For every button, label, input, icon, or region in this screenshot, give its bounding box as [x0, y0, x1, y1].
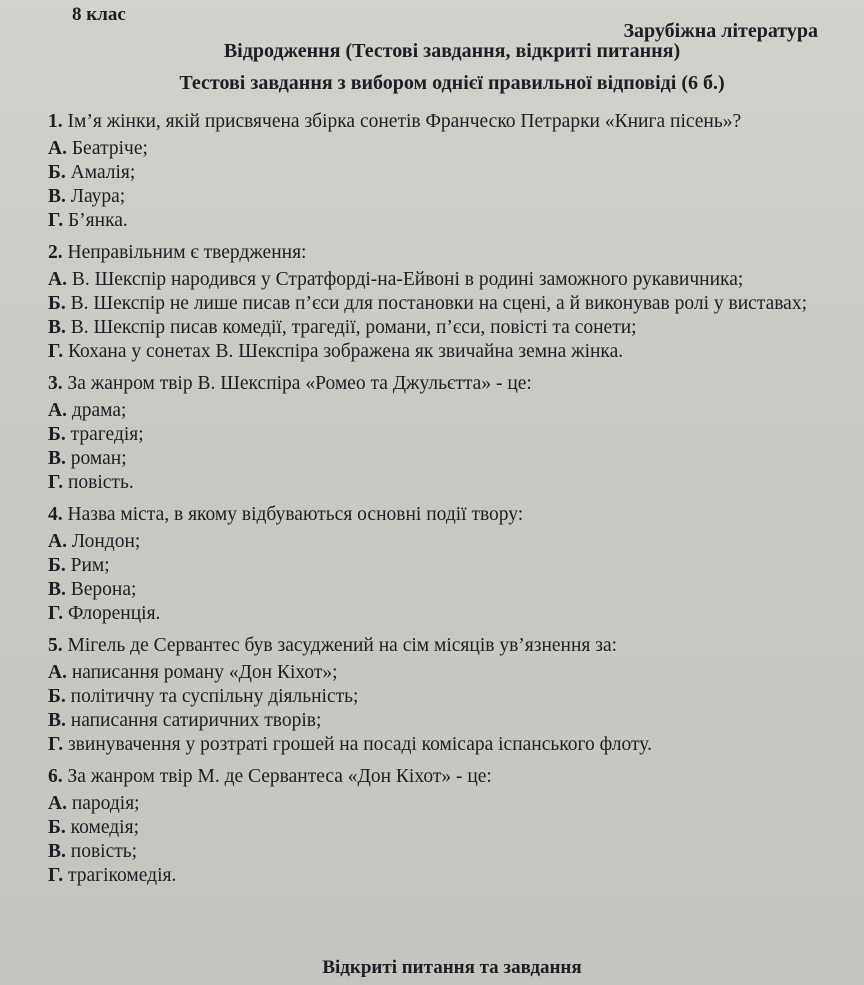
question-body: Мігель де Сервантес був засуджений на сім місяців ув’язнення за:	[67, 635, 618, 656]
option-g	[48, 733, 852, 757]
option-a	[48, 661, 852, 685]
option-text: В. Шекспір писав комедії, трагедії, романи, п’єси, повісті та сонети;	[70, 317, 637, 338]
option-g	[48, 471, 852, 495]
question-1	[48, 110, 852, 233]
option-letter: В.	[48, 186, 66, 207]
option-text: роман;	[70, 448, 127, 469]
question-body: За жанром твір М. де Сервантеса «Дон Кіхот» - це:	[67, 766, 492, 787]
question-text	[48, 372, 852, 396]
option-text: Лондон;	[71, 531, 141, 552]
option-a	[48, 792, 852, 816]
question-text	[48, 110, 852, 134]
option-text: Верона;	[70, 579, 137, 600]
question-body: За жанром твір В. Шекспіра «Ромео та Джульєтта» - це:	[67, 373, 532, 394]
option-letter: А.	[48, 662, 67, 683]
question-body: Ім’я жінки, якій присвячена збірка сонетів Франческо Петрарки «Книга пісень»?	[67, 111, 742, 132]
option-v	[48, 840, 852, 864]
option-letter: Г.	[48, 210, 64, 231]
open-questions-title: Відкриті питання та завдання	[322, 957, 582, 978]
question-number: 5.	[48, 635, 63, 656]
option-text: Флоренція.	[67, 603, 161, 624]
question-number: 4.	[48, 504, 63, 525]
option-v	[48, 447, 852, 471]
option-text: повість.	[67, 472, 134, 493]
option-text: трагедія;	[70, 424, 144, 445]
option-text: політичну та суспільну діяльність;	[70, 686, 359, 707]
option-letter: Б.	[48, 686, 66, 707]
option-b	[48, 685, 852, 709]
subject-label: Зарубіжна література	[623, 20, 818, 42]
option-letter: А.	[48, 269, 67, 290]
option-letter: Б.	[48, 293, 66, 314]
question-number: 1.	[48, 111, 63, 132]
option-text: Лаура;	[70, 186, 126, 207]
option-v	[48, 578, 852, 602]
option-a	[48, 399, 852, 423]
section-title: Тестові завдання з вибором однієї правильної відповіді (6 б.)	[179, 72, 725, 94]
question-5	[48, 634, 852, 757]
option-a	[48, 137, 852, 161]
option-b	[48, 816, 852, 840]
option-letter: А.	[48, 531, 67, 552]
question-4	[48, 503, 852, 626]
option-b	[48, 292, 852, 316]
option-a	[48, 530, 852, 554]
option-letter: Б.	[48, 817, 66, 838]
option-letter: Г.	[48, 341, 64, 362]
question-number: 3.	[48, 373, 63, 394]
option-text: написання роману «Дон Кіхот»;	[71, 662, 338, 683]
question-number: 2.	[48, 242, 63, 263]
question-body: Неправільним є твердження:	[67, 242, 307, 263]
option-text: звинувачення у розтраті грошей на посаді комісара іспанського флоту.	[67, 734, 652, 755]
option-letter: Г.	[48, 865, 64, 886]
option-g	[48, 340, 852, 364]
option-letter: Г.	[48, 734, 64, 755]
option-letter: В.	[48, 579, 66, 600]
option-letter: В.	[48, 841, 66, 862]
question-number: 6.	[48, 766, 63, 787]
option-text: Рим;	[70, 555, 110, 576]
option-letter: А.	[48, 400, 67, 421]
option-text: трагікомедія.	[67, 865, 177, 886]
option-letter: А.	[48, 138, 67, 159]
option-text: Амалія;	[70, 162, 136, 183]
question-text	[48, 241, 852, 265]
option-text: Беатріче;	[71, 138, 148, 159]
option-letter: Б.	[48, 162, 66, 183]
question-6	[48, 765, 852, 888]
option-letter: Г.	[48, 603, 64, 624]
question-3	[48, 372, 852, 495]
option-g	[48, 209, 852, 233]
option-text: комедія;	[70, 817, 139, 838]
option-text: В. Шекспір народився у Стратфорді-на-Ейвоні в родині заможного рукавичника;	[71, 269, 744, 290]
option-text: написання сатиричних творів;	[70, 710, 322, 731]
option-letter: В.	[48, 448, 66, 469]
question-text	[48, 503, 852, 527]
option-b	[48, 161, 852, 185]
option-text: В. Шекспір не лише писав п’єси для постановки на сцені, а й виконував ролі у виставах;	[70, 293, 808, 314]
option-letter: Б.	[48, 555, 66, 576]
option-letter: В.	[48, 317, 66, 338]
option-letter: Г.	[48, 472, 64, 493]
option-text: Б’янка.	[67, 210, 128, 231]
option-a	[48, 268, 852, 292]
option-text: Кохана у сонетах В. Шекспіра зображена як звичайна земна жінка.	[67, 341, 624, 362]
option-text: драма;	[71, 400, 127, 421]
option-v	[48, 316, 852, 340]
option-g	[48, 864, 852, 888]
option-v	[48, 709, 852, 733]
option-letter: А.	[48, 793, 67, 814]
option-b	[48, 423, 852, 447]
topic-title: Відродження (Тестові завдання, відкриті питання)	[223, 40, 681, 62]
question-body: Назва міста, в якому відбуваються основні події твору:	[67, 504, 524, 525]
option-letter: Б.	[48, 424, 66, 445]
question-text	[48, 634, 852, 658]
option-v	[48, 185, 852, 209]
question-2	[48, 241, 852, 364]
option-g	[48, 602, 852, 626]
option-letter: В.	[48, 710, 66, 731]
question-list	[48, 110, 852, 896]
grade-label: 8 клас	[72, 4, 126, 25]
question-text	[48, 765, 852, 789]
option-b	[48, 554, 852, 578]
option-text: повість;	[70, 841, 138, 862]
option-text: пародія;	[71, 793, 140, 814]
